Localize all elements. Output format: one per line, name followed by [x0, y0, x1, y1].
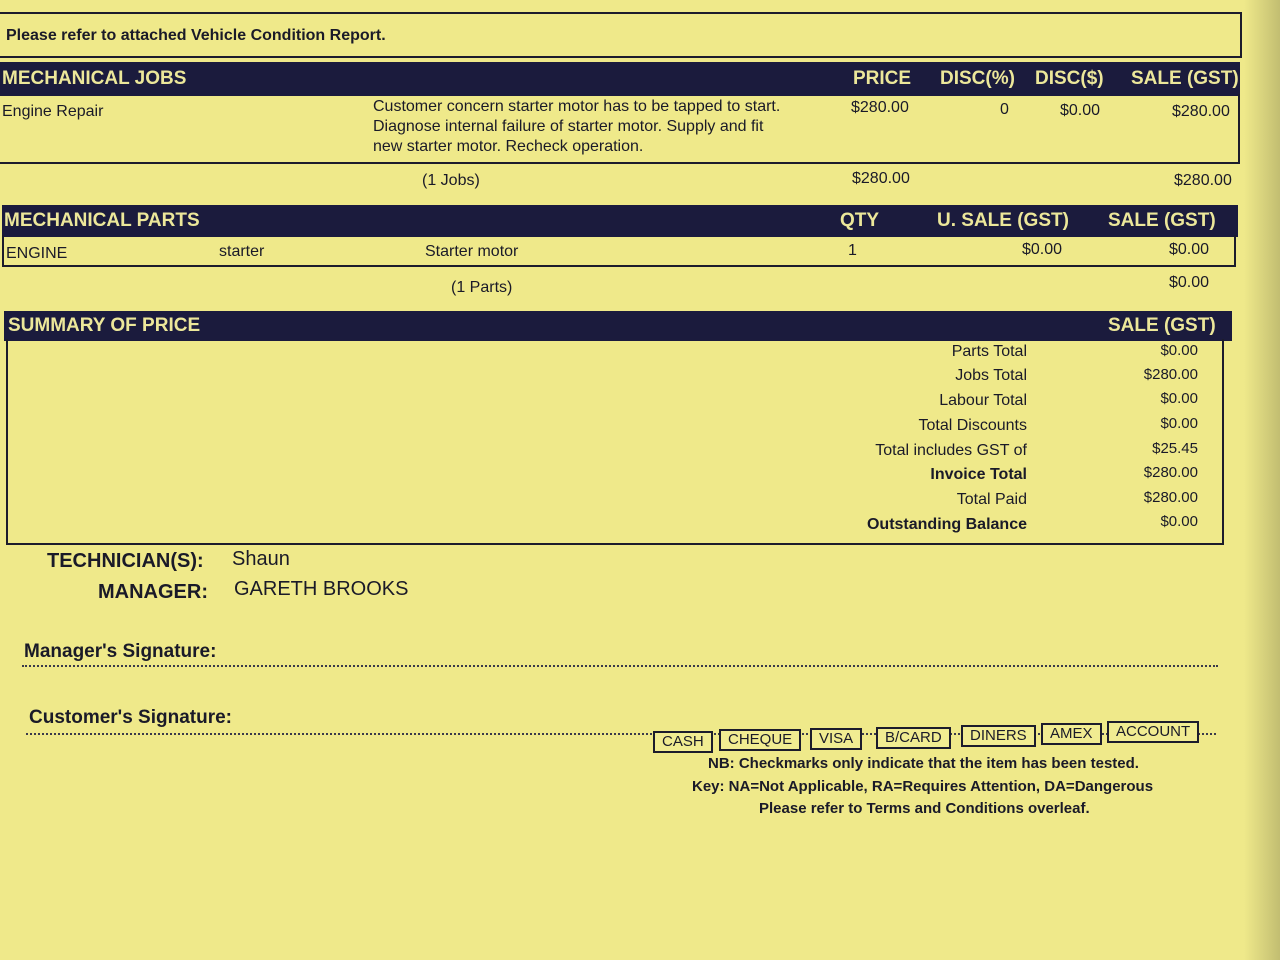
payment-amex-box[interactable]: AMEX — [1041, 723, 1102, 745]
summary-value-gst: $25.45 — [1152, 440, 1198, 457]
customer-signature-line[interactable] — [26, 733, 1216, 735]
mech-parts-header — [2, 205, 1238, 237]
summary-label-total-paid: Total Paid — [956, 491, 1027, 508]
jobs-count: (1 Jobs) — [422, 172, 480, 189]
summary-label-gst: Total includes GST of — [875, 442, 1027, 459]
summary-title: SUMMARY OF PRICE — [8, 315, 201, 336]
summary-value-total-discounts: $0.00 — [1160, 415, 1198, 432]
col-part-sale-header: SALE (GST) — [1108, 210, 1216, 231]
part-qty: 1 — [848, 242, 857, 259]
manager-value: GARETH BROOKS — [234, 578, 409, 600]
payment-cash-box[interactable]: CASH — [653, 731, 713, 753]
col-unit-sale-header: U. SALE (GST) — [937, 210, 1069, 231]
part-description: Starter motor — [425, 243, 519, 260]
manager-signature-line[interactable] — [22, 665, 1218, 667]
nb-note: NB: Checkmarks only indicate that the item has been tested. — [708, 755, 1139, 772]
summary-label-outstanding: Outstanding Balance — [866, 516, 1027, 533]
jobs-total-price: $280.00 — [852, 170, 910, 187]
customer-signature-label: Customer's Signature: — [29, 707, 232, 728]
payment-bcard-box[interactable]: B/CARD — [876, 727, 951, 749]
mech-jobs-header — [0, 62, 1240, 96]
summary-label-jobs-total: Jobs Total — [955, 367, 1027, 384]
summary-header — [4, 311, 1232, 341]
part-unit-sale: $0.00 — [1022, 241, 1063, 258]
summary-label-parts-total: Parts Total — [951, 343, 1027, 360]
manager-signature-label: Manager's Signature: — [24, 641, 217, 662]
technician-value: Shaun — [232, 548, 290, 570]
summary-value-outstanding: $0.00 — [1160, 513, 1198, 530]
job-name: Engine Repair — [2, 103, 104, 120]
col-disc-pct-header: DISC(%) — [940, 68, 1015, 89]
job-desc-line: Customer concern starter motor has to be tapped to start. — [373, 98, 781, 115]
payment-account-box[interactable]: ACCOUNT — [1107, 721, 1199, 743]
mech-parts-title: MECHANICAL PARTS — [4, 210, 200, 231]
summary-value-jobs-total: $280.00 — [1143, 366, 1198, 383]
vehicle-note-text: Please refer to attached Vehicle Condition Report. — [6, 27, 386, 44]
job-disc-pct: 0 — [1000, 101, 1009, 118]
parts-total-sale: $0.00 — [1169, 274, 1210, 291]
job-desc-line: Diagnose internal failure of starter motor. Supply and fit — [373, 118, 764, 135]
summary-value-invoice-total: $280.00 — [1143, 464, 1198, 481]
technician-label: TECHNICIAN(S): — [47, 550, 204, 572]
payment-cheque-box[interactable]: CHEQUE — [719, 729, 801, 751]
payment-visa-box[interactable]: VISA — [810, 728, 862, 750]
manager-label: MANAGER: — [98, 581, 208, 603]
col-sale-header: SALE (GST) — [1131, 68, 1239, 89]
page-edge-shadow — [1244, 0, 1280, 960]
jobs-total-sale: $280.00 — [1174, 172, 1232, 189]
col-qty-header: QTY — [840, 210, 880, 231]
summary-label-invoice-total: Invoice Total — [930, 466, 1027, 483]
summary-value-parts-total: $0.00 — [1160, 342, 1198, 359]
job-sale: $280.00 — [1172, 103, 1230, 120]
key-note: Key: NA=Not Applicable, RA=Requires Attention, DA=Dangerous — [692, 778, 1154, 795]
job-desc-line: new starter motor. Recheck operation. — [373, 138, 644, 155]
terms-note: Please refer to Terms and Conditions overleaf. — [759, 800, 1090, 817]
mech-jobs-title: MECHANICAL JOBS — [2, 68, 187, 89]
summary-value-labour-total: $0.00 — [1160, 390, 1198, 407]
summary-box — [6, 339, 1224, 545]
col-disc-amt-header: DISC($) — [1035, 68, 1104, 89]
job-disc-amt: $0.00 — [1060, 102, 1101, 119]
summary-value-total-paid: $280.00 — [1143, 489, 1198, 506]
col-price-header: PRICE — [853, 68, 912, 89]
part-category: ENGINE — [6, 245, 68, 262]
payment-diners-box[interactable]: DINERS — [961, 725, 1036, 747]
part-sale: $0.00 — [1169, 241, 1210, 258]
summary-label-labour-total: Labour Total — [939, 392, 1027, 409]
vehicle-note-box — [0, 12, 1242, 58]
parts-count: (1 Parts) — [451, 279, 513, 296]
part-code: starter — [219, 243, 265, 260]
summary-sale-header: SALE (GST) — [1108, 315, 1216, 336]
job-price: $280.00 — [851, 99, 909, 116]
summary-label-total-discounts: Total Discounts — [918, 417, 1027, 434]
